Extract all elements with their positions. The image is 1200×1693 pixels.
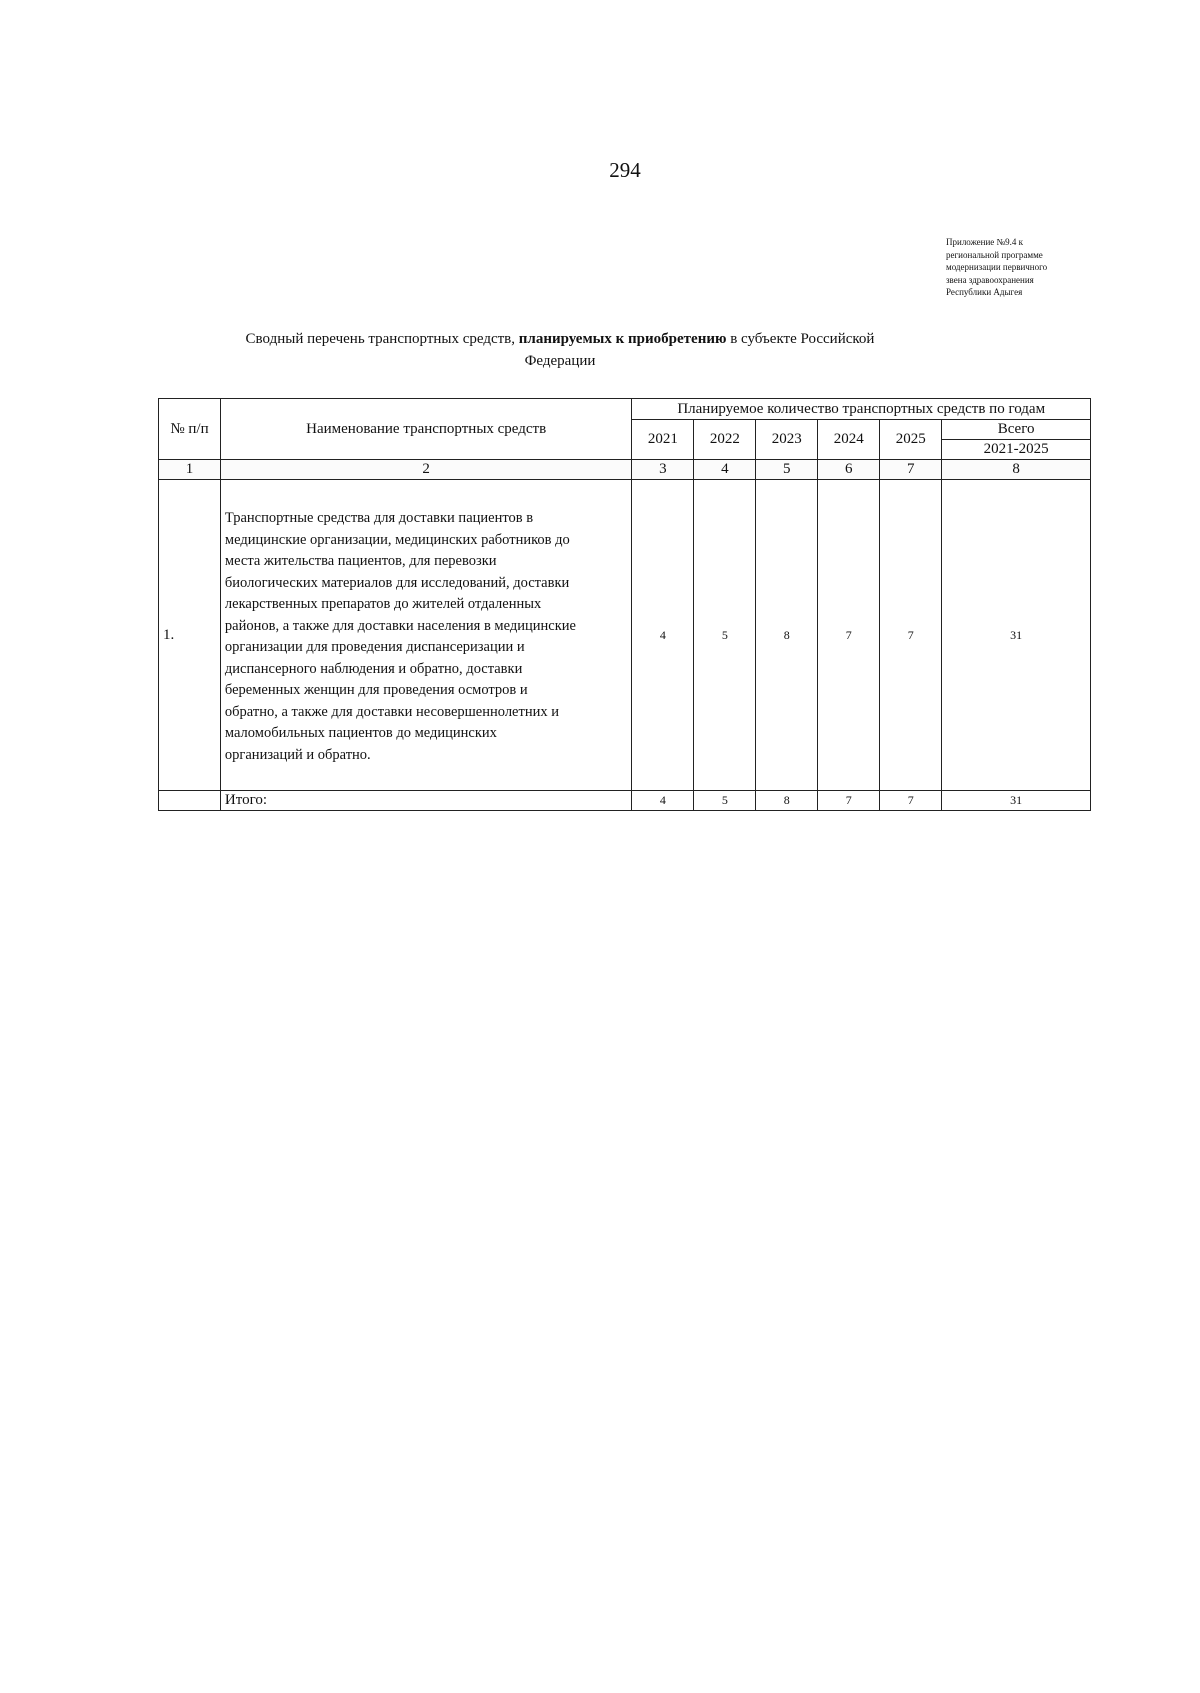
total-value: 4 bbox=[632, 791, 694, 811]
appendix-note bbox=[946, 236, 1146, 299]
total-row-num bbox=[159, 791, 221, 811]
column-number: 8 bbox=[942, 460, 1091, 480]
row-name-line: лекарственных препаратов до жителей отдаленных bbox=[224, 596, 542, 612]
appendix-note-line: региональной программе bbox=[946, 249, 1043, 260]
header-name: Наименование транспортных средств bbox=[220, 399, 631, 460]
column-number: 4 bbox=[694, 460, 756, 480]
row-name bbox=[220, 480, 631, 791]
total-value: 7 bbox=[818, 791, 880, 811]
appendix-note-line: модернизации первичного bbox=[946, 262, 1048, 272]
row-name-line: места жительства пациентов, для перевозки bbox=[224, 553, 497, 569]
column-number: 3 bbox=[632, 460, 694, 480]
row-name-line: обратно, а также для доставки несовершеннолетних и bbox=[224, 703, 559, 720]
row-name-line: организаций и обратно. bbox=[224, 746, 371, 763]
row-value: 5 bbox=[694, 480, 756, 791]
row-num: 1. bbox=[159, 480, 221, 791]
column-number: 5 bbox=[756, 460, 818, 480]
header-year: 2022 bbox=[694, 420, 756, 460]
transport-table bbox=[158, 398, 1091, 811]
table-row bbox=[159, 480, 1091, 791]
total-row bbox=[159, 791, 1091, 811]
total-row-label: Итого: bbox=[220, 791, 631, 811]
header-planned: Планируемое количество транспортных средств по годам bbox=[632, 399, 1091, 420]
header-num: № п/п bbox=[159, 399, 221, 460]
row-name-line: маломобильных пациентов до медицинских bbox=[224, 725, 497, 741]
appendix-note-line: Приложение №9.4 к bbox=[946, 237, 1024, 247]
title-text: Сводный перечень транспортных средств, bbox=[245, 331, 519, 347]
header-total-range: 2021-2025 bbox=[942, 440, 1091, 460]
row-name-line: организации для проведения диспансеризации и bbox=[224, 639, 525, 655]
header-total: Всего bbox=[942, 420, 1091, 440]
column-number: 2 bbox=[220, 460, 631, 480]
row-name-line: Транспортные средства для доставки пациентов в bbox=[224, 510, 534, 526]
total-value: 8 bbox=[756, 791, 818, 811]
column-number: 7 bbox=[880, 460, 942, 480]
header-year: 2021 bbox=[632, 420, 694, 460]
header-year: 2025 bbox=[880, 420, 942, 460]
title-line-2: Федерации bbox=[524, 353, 596, 369]
row-name-line: медицинские организации, медицинских работников до bbox=[224, 531, 570, 548]
appendix-note-line: Республики Адыгея bbox=[946, 287, 1023, 297]
row-name-line: диспансерного наблюдения и обратно, доставки bbox=[224, 660, 523, 677]
row-total: 31 bbox=[942, 480, 1091, 791]
row-value: 4 bbox=[632, 480, 694, 791]
row-name-line: биологических материалов для исследований, доставки bbox=[224, 574, 570, 591]
page-number: 294 bbox=[609, 158, 641, 182]
total-value: 7 bbox=[880, 791, 942, 811]
total-value: 5 bbox=[694, 791, 756, 811]
title-line-1 bbox=[150, 328, 970, 350]
total-sum: 31 bbox=[942, 791, 1091, 811]
title-text: в субъекте Российской bbox=[726, 331, 875, 347]
row-value: 7 bbox=[880, 480, 942, 791]
header-year: 2023 bbox=[756, 420, 818, 460]
appendix-note-line: звена здравоохранения bbox=[946, 274, 1034, 285]
column-number: 1 bbox=[159, 460, 221, 480]
row-name-line: беременных женщин для проведения осмотров и bbox=[224, 682, 528, 698]
row-value: 8 bbox=[756, 480, 818, 791]
header-row bbox=[159, 399, 1091, 420]
column-number-row bbox=[159, 460, 1091, 480]
title-bold-text: планируемых к приобретению bbox=[518, 331, 727, 347]
row-value: 7 bbox=[818, 480, 880, 791]
row-name-line: районов, а также для доставки населения в медицинские bbox=[224, 617, 576, 634]
document-title bbox=[150, 328, 970, 372]
header-year: 2024 bbox=[818, 420, 880, 460]
column-number: 6 bbox=[818, 460, 880, 480]
